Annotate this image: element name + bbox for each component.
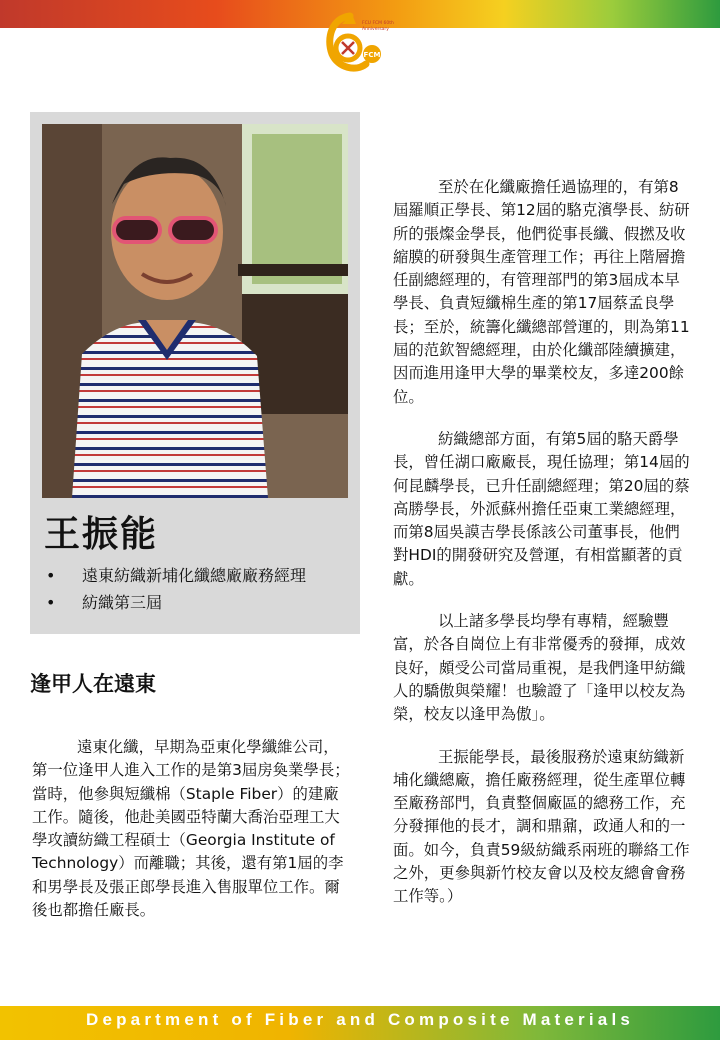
profile-photo bbox=[42, 124, 348, 498]
profile-detail-text: 紡織第三屆 bbox=[82, 593, 163, 612]
paragraph: 王振能學長，最後服務於遠東紡織新埔化纖總廠，擔任廠務經理，從生產單位轉至廠務部門，負責整個廠區的總務工作，充分發揮他的長才，調和鼎鼐，政通人和的一面。如今，負責59級紡織系兩班的聯絡工作之外，更參與新竹校友會以及校友總會會務工作等。） bbox=[393, 747, 690, 906]
anniversary-logo bbox=[322, 10, 394, 74]
profile-detail-item bbox=[46, 562, 306, 589]
paragraph: 至於在化纖廠擔任過協理的，有第8屆羅順正學長、第12屆的駱克濱學長、紡研所的張燦金學長，他們從事長纖、假撚及收縮膜的研發與生產管理工作；再往上階層擔任副總經理的，有管理部門的第3屆成本早學長、負責短纖棉生產的第17屆蔡孟良學長；至於，統籌化纖總部營運的，則為第11屆的范欽智總經理，由於化纖部陸續擴建，因而進用逢甲大學的畢業校友，多達200餘位。 bbox=[393, 178, 690, 406]
profile-details-list bbox=[46, 562, 306, 616]
anniversary-logo-graphic bbox=[322, 10, 394, 74]
paragraph: 以上諸多學長均學有專精，經驗豐富，於各自崗位上有非常優秀的發揮，成效良好，頗受公司當局重視，是我們逢甲紡織人的驕傲與榮耀！也驗證了「逢甲以校友為榮，校友以逢甲為傲」。 bbox=[393, 612, 686, 724]
footer-department-text: Department of Fiber and Composite Materials bbox=[85, 1010, 635, 1029]
bullet-icon: • bbox=[46, 566, 56, 585]
paragraph: 紡織總部方面，有第5屆的駱天爵學長，曾任湖口廠廠長，現任協理；第14屆的何昆麟學長，已升任副總經理；第20屆的蔡高勝學長，外派蘇州擔任亞東工業總經理，而第8屆吳謨吉學長係該公司董事長，他們對HDI的開發研究及營運，有相當顯著的貢獻。 bbox=[393, 429, 690, 588]
profile-card bbox=[30, 112, 360, 634]
paragraph: 遠東化纖，早期為亞東化學纖維公司，第一位逢甲人進入工作的是第3屆房奐業學長；當時，他參與短纖棉（Staple Fiber）的建廠工作。隨後，他赴美國亞特蘭大喬治亞理工大學攻讀紡織工程碩士（Georgia Institute of Technology）而離職；其後，還有第1屆的李和男學長及張正郎學長進入售服單位工作。爾後也都擔任廠長。 bbox=[32, 738, 350, 920]
footer-bar bbox=[0, 1006, 720, 1040]
section-title: 逢甲人在遠東 bbox=[30, 671, 156, 696]
logo-badge-text: FCM bbox=[363, 51, 381, 59]
right-column-text bbox=[393, 176, 693, 928]
left-column-text bbox=[32, 736, 354, 941]
portrait-illustration bbox=[42, 124, 348, 498]
bullet-icon: • bbox=[46, 593, 56, 612]
logo-text-1: FCU FCM 60th bbox=[362, 21, 394, 26]
logo-text-2: Anniversary bbox=[362, 27, 389, 32]
person-name: 王振能 bbox=[44, 514, 159, 555]
profile-detail-text: 遠東紡織新埔化纖總廠廠務經理 bbox=[82, 566, 307, 585]
profile-detail-item bbox=[46, 589, 306, 616]
